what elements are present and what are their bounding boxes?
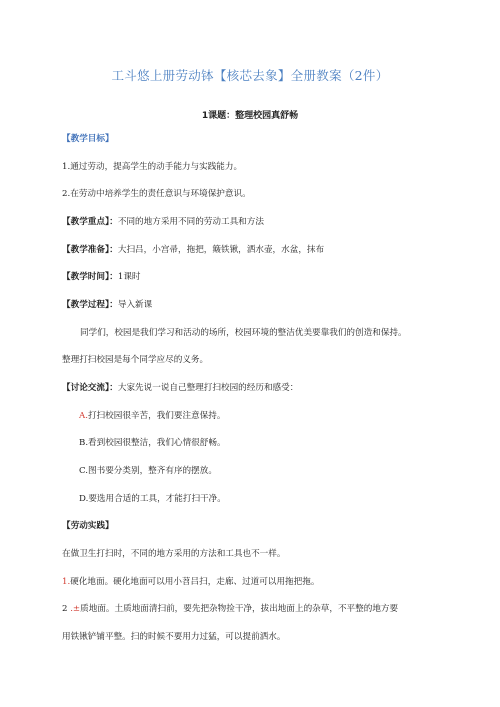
- item-2-marker: .±: [70, 604, 81, 614]
- practice-intro: 在做卫生打扫时，不同的地方采用的方法和工具也不一样。: [62, 549, 286, 559]
- key-point-text: 不同的地方采用不同的劳动工具和方法: [117, 217, 264, 227]
- option-a-letter: A.: [79, 411, 88, 421]
- item-2-number: 2: [62, 604, 68, 614]
- prep-text: 大扫吕，小宫帚，拖把，簸铁锹，洒水壶，水盆，抹布: [117, 245, 325, 255]
- time-text: 1课时: [117, 272, 141, 282]
- discussion-text: 大家先说一说自己整理打扫校园的经历和感受：: [117, 383, 299, 393]
- practice-header: 【劳动实践】: [62, 521, 114, 531]
- time-row: [62, 271, 141, 283]
- prep-row: [62, 244, 324, 256]
- key-point-label: 【教学重点】：: [62, 217, 118, 227]
- discussion-row: [62, 382, 298, 394]
- time-label: 【教学时间】：: [62, 272, 118, 282]
- option-b: B.看到校园很整洁，我们心情很舒畅。: [79, 438, 226, 448]
- item-1-number: 1.: [62, 577, 71, 587]
- item-2-line-1: 质地面。土质地面清扫前，要先把杂物捡干净，拔出地面上的杂草，不平整的地方要: [80, 604, 399, 614]
- intro-line-2: 整理打扫校园是每个同学应尽的义务。: [62, 355, 209, 365]
- prep-label: 【教学准备】：: [62, 245, 118, 255]
- process-label: 【教学过程】：: [62, 300, 118, 310]
- lesson-title: 1课题：整理校园真舒畅: [201, 111, 299, 121]
- option-d: D.要选用合适的工具，才能打扫干净。: [79, 494, 226, 504]
- key-point-row: [62, 216, 264, 228]
- item-1-text: 硬化地面。硬化地面可以用小苕吕扫，走廊、过道可以用拖把拖。: [70, 577, 320, 587]
- objectives-header: 【教学目标】: [62, 134, 114, 144]
- intro-line-1: 同学们，校园是我们学习和活动的场所，校园环境的整洁优美要靠我们的创造和保持。: [80, 328, 407, 338]
- option-a-text: 打扫校园很辛苦，我们要注意保持。: [87, 411, 226, 421]
- objective-1: 1.通过劳动，提高学生的动手能力与实践能力。: [62, 162, 243, 172]
- option-a: [79, 410, 225, 422]
- objective-2: 2.在劳动中培养学生的责任意识与环境保护意识。: [62, 189, 251, 199]
- discussion-label: 【讨论交流】：: [62, 383, 118, 393]
- process-text: 导入新课: [117, 300, 153, 310]
- option-c: C.图书要分类别，整齐有序的摆放。: [79, 466, 217, 476]
- item-1: [62, 576, 319, 588]
- process-row: [62, 299, 152, 311]
- document-title: 工斗悠上册劳动钵【核芯去象】全册教案（2件）: [111, 68, 389, 83]
- item-2: [62, 603, 398, 615]
- item-2-line-2: 用铁锹铲铺平整。扫的时候不要用力过猛，可以提前洒水。: [62, 632, 286, 642]
